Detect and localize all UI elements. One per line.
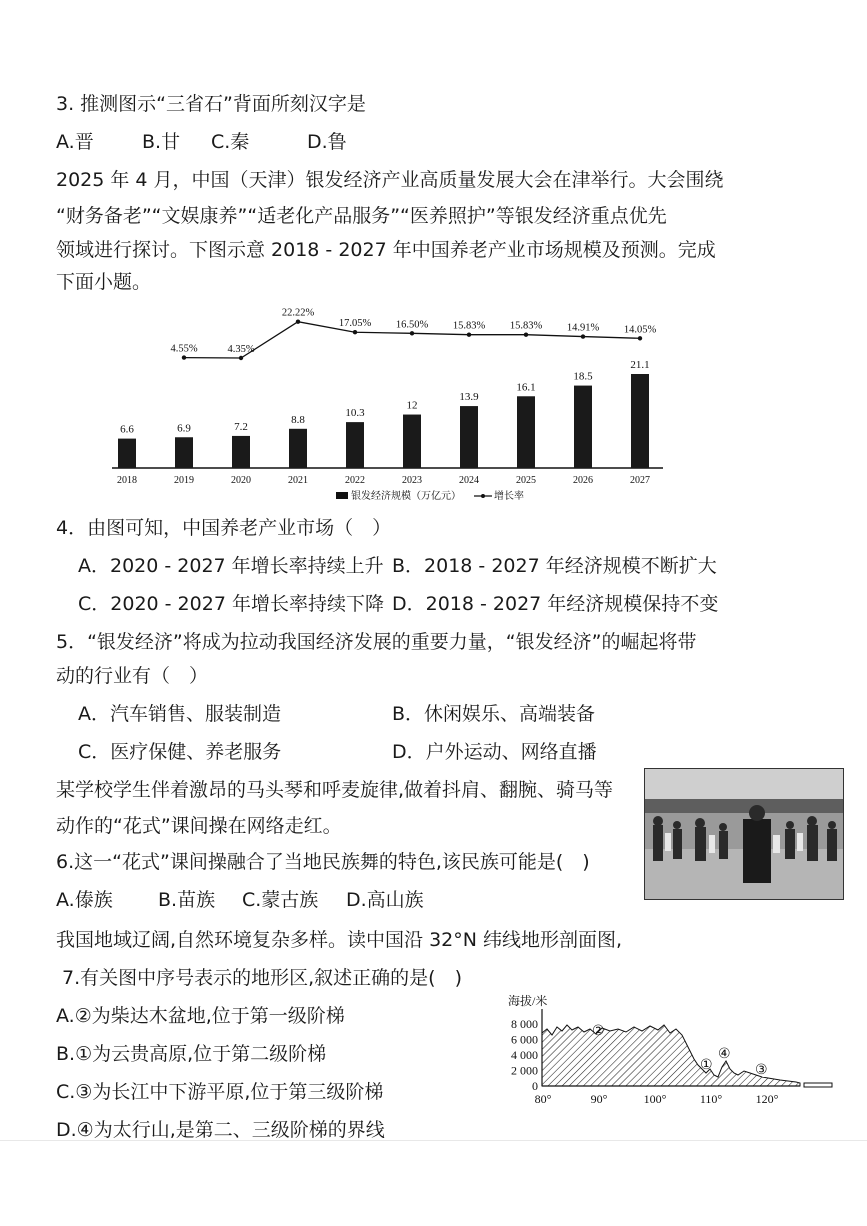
q5-option-d[interactable]: D．户外运动、网络直播 (392, 741, 597, 763)
q3-option-c[interactable]: C.秦 (211, 131, 250, 153)
profile-xtick: 90° (590, 1092, 608, 1106)
q6-stem: 6.这一“花式”课间操融合了当地民族舞的特色,该民族可能是( ) (56, 851, 590, 873)
rate-label-2025: 15.83% (509, 320, 543, 332)
legend-line-dot (481, 494, 485, 498)
bar-2018 (118, 439, 136, 468)
bar-2023 (403, 415, 421, 468)
q7-stem: 7.有关图中序号表示的地形区,叙述正确的是( ) (62, 967, 462, 989)
terrain-profile-32n (500, 985, 840, 1110)
q3-option-b[interactable]: B.甘 (142, 131, 181, 153)
q3-option-a[interactable]: A.晋 (56, 131, 94, 153)
rate-label-2021: 22.22% (281, 307, 315, 319)
rate-point-2020 (239, 356, 243, 360)
q6-option-b[interactable]: B.苗族 (158, 889, 216, 911)
rate-label-2022: 17.05% (338, 318, 372, 330)
x-tick-2020: 2020 (231, 475, 251, 486)
q4-stem: 4．由图可知，中国养老产业市场（ ） (56, 517, 392, 539)
passage1-line: 2025 年 4 月，中国（天津）银发经济产业高质量发展大会在津举行。大会围绕 (56, 169, 724, 191)
rate-point-2023 (410, 331, 414, 335)
x-tick-2019: 2019 (174, 475, 194, 486)
bar-2022 (346, 422, 364, 468)
bar-label-2024: 13.9 (459, 391, 479, 404)
bar-label-2020: 7.2 (234, 420, 248, 433)
bar-2027 (631, 374, 649, 468)
rate-label-2019: 4.55% (170, 343, 198, 355)
passage3-line: 我国地域辽阔,自然环境复杂多样。读中国沿 32°N 纬线地形剖面图, (56, 929, 623, 951)
terrain-profile-svg (500, 985, 840, 1110)
profile-xtick: 110° (699, 1092, 723, 1106)
q5-stem-line: 动的行业有（ ） (56, 665, 209, 687)
q6-option-d[interactable]: D.高山族 (346, 889, 424, 911)
bar-2020 (232, 436, 250, 468)
page-divider (0, 1140, 867, 1141)
exercise-photo (644, 768, 844, 900)
q7-option-d[interactable]: D.④为太行山,是第二、三级阶梯的界线 (56, 1119, 385, 1141)
bar-label-2018: 6.6 (120, 423, 134, 436)
profile-xtick: 120° (755, 1092, 779, 1106)
x-tick-2023: 2023 (402, 475, 422, 486)
passage2-line: 某学校学生伴着激昂的马头琴和呼麦旋律,做着抖肩、翻腕、骑马等 (56, 779, 614, 801)
q4-option-c[interactable]: C．2020 - 2027 年增长率持续下降 (78, 593, 384, 615)
profile-ytick: 4 000 (511, 1048, 538, 1062)
profile-ytick: 8 000 (511, 1017, 538, 1031)
bar-label-2022: 10.3 (345, 407, 365, 420)
chart-svg (100, 290, 680, 510)
x-tick-2022: 2022 (345, 475, 365, 486)
bar-2024 (460, 406, 478, 468)
rate-point-2022 (353, 330, 357, 334)
rate-label-2020: 4.35% (227, 344, 255, 355)
q7-option-c[interactable]: C.③为长江中下游平原,位于第三级阶梯 (56, 1081, 384, 1103)
profile-ylabel: 海拔/米 (508, 994, 548, 1008)
profile-ytick: 2 000 (511, 1063, 538, 1078)
passage1-line: “财务备老”“文娱康养”“适老化产品服务”“医养照护”等银发经济重点优先 (56, 205, 667, 227)
rate-label-2023: 16.50% (395, 319, 429, 331)
rate-point-2027 (638, 336, 642, 340)
bar-label-2023: 12 (406, 399, 418, 412)
bar-label-2027: 21.1 (630, 359, 650, 371)
marker-2: ② (592, 1023, 605, 1039)
exercise-photo-image (645, 769, 843, 899)
q6-option-c[interactable]: C.蒙古族 (242, 889, 319, 911)
q4-option-b[interactable]: B．2018 - 2027 年经济规模不断扩大 (392, 555, 717, 577)
bar-label-2019: 6.9 (177, 422, 191, 435)
q7-option-a[interactable]: A.②为柴达木盆地,位于第一级阶梯 (56, 1005, 345, 1027)
legend-bar-swatch (336, 492, 348, 499)
passage1-line: 下面小题。 (56, 271, 152, 293)
rate-point-2021 (296, 320, 300, 324)
bar-2026 (574, 386, 592, 468)
q5-option-b[interactable]: B．休闲娱乐、高端装备 (392, 703, 596, 725)
x-tick-2018: 2018 (117, 475, 137, 486)
x-tick-2025: 2025 (516, 475, 536, 486)
profile-ytick: 6 000 (511, 1032, 538, 1047)
marker-1: ① (700, 1057, 713, 1073)
marker-4: ④ (718, 1046, 731, 1062)
bar-label-2025: 16.1 (516, 381, 536, 394)
rate-label-2024: 15.83% (452, 320, 486, 332)
legend-line-label: 增长率 (494, 491, 524, 502)
profile-xtick: 80° (534, 1092, 552, 1106)
q4-option-d[interactable]: D．2018 - 2027 年经济规模保持不变 (392, 593, 719, 615)
q3-stem: 3. 推测图示“三省石”背面所刻汉字是 (56, 93, 366, 115)
bar-2025 (517, 396, 535, 468)
q3-option-d[interactable]: D.鲁 (307, 131, 347, 153)
rate-point-2019 (182, 355, 186, 359)
rate-point-2024 (467, 332, 471, 336)
legend-bar-label: 银发经济规模（万亿元） (351, 491, 461, 502)
bar-2019 (175, 437, 193, 468)
q4-option-a[interactable]: A．2020 - 2027 年增长率持续上升 (78, 555, 384, 577)
marker-3: ③ (755, 1062, 768, 1078)
q5-option-a[interactable]: A．汽车销售、服装制造 (78, 703, 281, 725)
rate-label-2027: 14.05% (623, 324, 657, 336)
rate-point-2025 (524, 332, 528, 336)
rate-point-2026 (581, 334, 585, 338)
profile-xtick: 100° (643, 1092, 667, 1106)
profile-ytick: 0 (532, 1079, 538, 1093)
passage1-line: 领域进行探讨。下图示意 2018 - 2027 年中国养老产业市场规模及预测。完成 (56, 239, 716, 261)
bar-label-2026: 18.5 (573, 370, 593, 383)
bar-label-2021: 8.8 (291, 413, 305, 426)
x-tick-2021: 2021 (288, 475, 308, 486)
bar-2021 (289, 429, 307, 468)
x-tick-2026: 2026 (573, 475, 593, 486)
passage2-line: 动作的“花式”课间操在网络走红。 (56, 815, 342, 837)
x-tick-2024: 2024 (459, 475, 479, 486)
q5-stem-line: 5．“银发经济”将成为拉动我国经济发展的重要力量，“银发经济”的崛起将带 (56, 631, 697, 653)
x-tick-2027: 2027 (630, 475, 650, 486)
rate-label-2026: 14.91% (566, 322, 600, 334)
q6-option-a[interactable]: A.傣族 (56, 889, 113, 911)
q5-option-c[interactable]: C．医疗保健、养老服务 (78, 741, 282, 763)
q7-option-b[interactable]: B.①为云贵高原,位于第二级阶梯 (56, 1043, 327, 1065)
sea-block (804, 1083, 832, 1087)
elderly-industry-chart (100, 290, 680, 510)
